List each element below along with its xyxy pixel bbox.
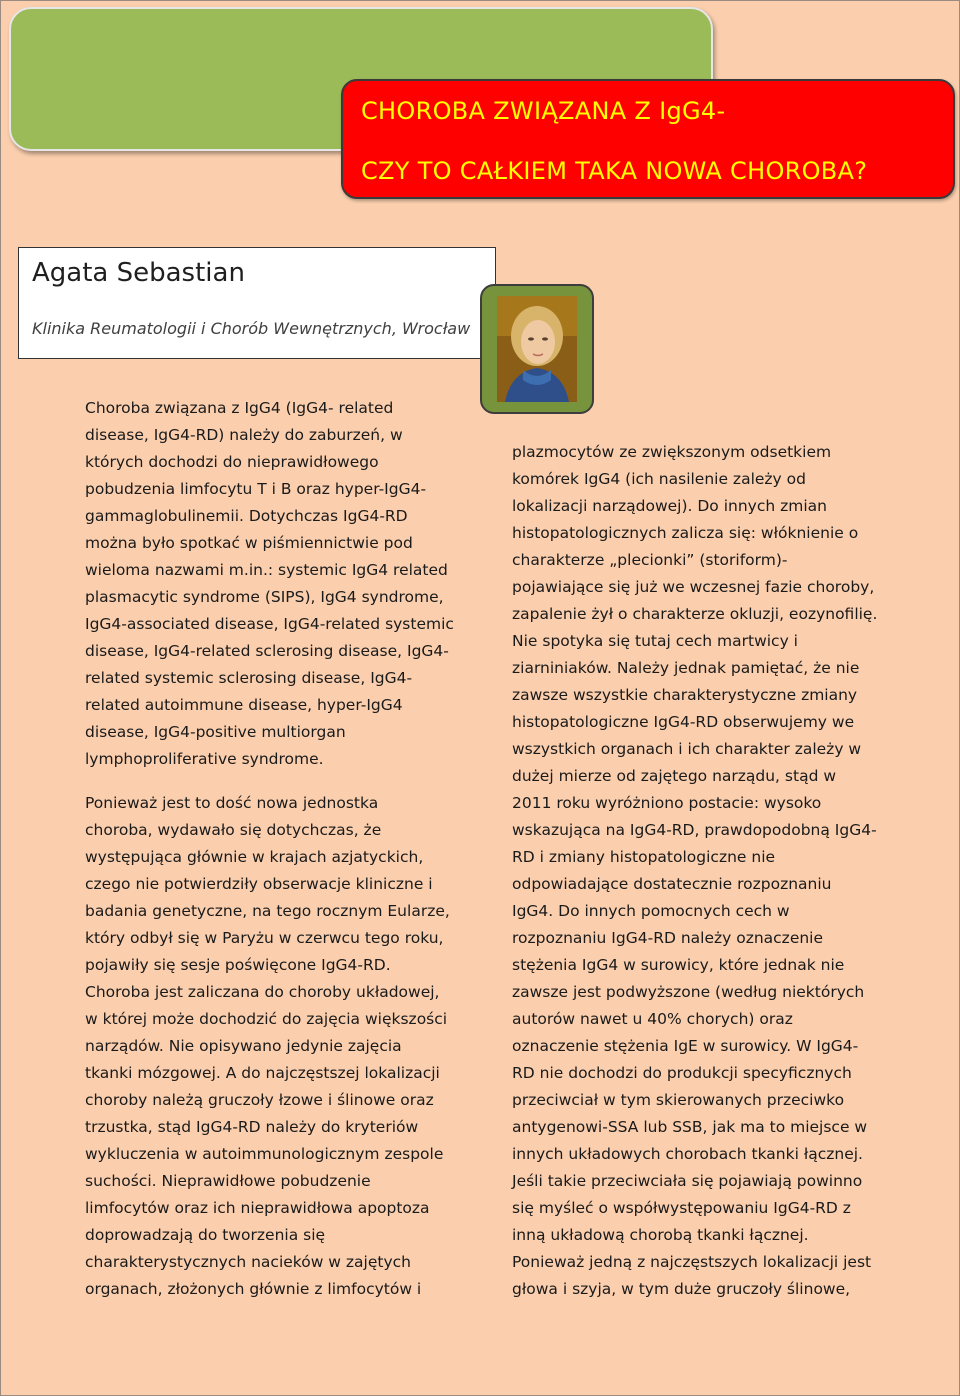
text-line: pojawiające się już we wczesnej fazie choroby,: [512, 578, 875, 596]
text-line: oznaczenie stężenia IgE w surowicy. W IgG4-: [512, 1037, 859, 1055]
text-line: plazmocytów ze zwiększonym odsetkiem: [512, 443, 832, 461]
text-line: występująca głównie w krajach azjatyckich,: [85, 848, 424, 866]
text-line: Jeśli takie przeciwciała się pojawiają powinno: [512, 1172, 863, 1190]
text-line: trzustka, stąd IgG4-RD należy do kryteriów: [85, 1118, 419, 1136]
text-line: gammaglobulinemii. Dotychczas IgG4-RD: [85, 507, 408, 525]
text-line: czego nie potwierdziły obserwacje kliniczne i: [85, 875, 433, 893]
author-photo: [497, 296, 577, 402]
text-line: 2011 roku wyróżniono postacie: wysoko: [512, 794, 822, 812]
text-line: related systemic sclerosing disease, IgG4-: [85, 669, 413, 687]
text-line: dużej mierze od zajętego narządu, stąd w: [512, 767, 837, 785]
text-line: rozpoznaniu IgG4-RD należy oznaczenie: [512, 929, 824, 947]
author-affiliation: Klinika Reumatologii i Chorób Wewnętrznych, Wrocław: [32, 319, 471, 338]
portrait-image: [497, 296, 577, 402]
text-line: disease, IgG4-positive multiorgan: [85, 723, 346, 741]
text-line: choroba, wydawało się dotychczas, że: [85, 821, 382, 839]
text-line: RD i zmiany histopatologiczne nie: [512, 848, 776, 866]
text-line: tkanki mózgowej. A do najczęstszej lokalizacji: [85, 1064, 440, 1082]
title-line-1: CHOROBA ZWIĄZANA Z IgG4-: [361, 97, 726, 125]
left-paragraph-1: [85, 395, 454, 773]
text-line: lokalizacji narządowej). Do innych zmian: [512, 497, 827, 515]
text-line: Choroba związana z IgG4 (IgG4- related: [85, 399, 394, 417]
text-line: lymphoproliferative syndrome.: [85, 750, 324, 768]
text-line: histopatologicznych zalicza się: włóknienie o: [512, 524, 859, 542]
title-box: [341, 79, 955, 199]
text-line: Nie spotyka się tutaj cech martwicy i: [512, 632, 798, 650]
text-line: IgG4. Do innych pomocnych cech w: [512, 902, 790, 920]
text-line: organach, złożonych głównie z limfocytów i: [85, 1280, 422, 1298]
text-line: RD nie dochodzi do produkcji specyficznych: [512, 1064, 852, 1082]
text-line: disease, IgG4-related sclerosing disease, IgG4-: [85, 642, 449, 660]
text-line: wykluczenia w autoimmunologicznym zespole: [85, 1145, 444, 1163]
text-line: pobudzenia limfocytu T i B oraz hyper-IgG4-: [85, 480, 427, 498]
text-line: stężenia IgG4 w surowicy, które jednak nie: [512, 956, 845, 974]
text-line: suchości. Nieprawidłowe pobudzenie: [85, 1172, 371, 1190]
text-line: zawsze wszystkie charakterystyczne zmiany: [512, 686, 858, 704]
text-line: można było spotkać w piśmiennictwie pod: [85, 534, 413, 552]
text-line: który odbył się w Paryżu w czerwcu tego roku,: [85, 929, 444, 947]
text-line: charakterystycznych nacieków w zajętych: [85, 1253, 411, 1271]
text-line: w której może dochodzić do zajęcia większości: [85, 1010, 448, 1028]
text-line: related autoimmune disease, hyper-IgG4: [85, 696, 403, 714]
author-photo-frame: [480, 284, 594, 414]
text-line: choroby należą gruczoły łzowe i ślinowe oraz: [85, 1091, 434, 1109]
text-line: głowa i szyja, w tym duże gruczoły ślinowe,: [512, 1280, 851, 1298]
text-line: doprowadzają do tworzenia się: [85, 1226, 326, 1244]
text-line: charakterze „plecionki” (storiform)-: [512, 551, 788, 569]
text-line: zapalenie żył o charakterze okluzji, eozynofilię.: [512, 605, 878, 623]
text-line: się myśleć o współwystępowaniu IgG4-RD z: [512, 1199, 851, 1217]
text-line: innych układowych chorobach tkanki łącznej.: [512, 1145, 863, 1163]
text-line: narządów. Nie opisywano jedynie zajęcia: [85, 1037, 402, 1055]
text-line: autorów nawet u 40% chorych) oraz: [512, 1010, 793, 1028]
author-name: Agata Sebastian: [32, 258, 245, 288]
text-line: plasmacytic syndrome (SIPS), IgG4 syndrome,: [85, 588, 444, 606]
right-column-text: [512, 439, 877, 1303]
text-line: wszystkich organach i ich charakter zależy w: [512, 740, 862, 758]
text-line: antygenowi-SSA lub SSB, jak ma to miejsce w: [512, 1118, 868, 1136]
text-line: Ponieważ jest to dość nowa jednostka: [85, 794, 379, 812]
text-line: wieloma nazwami m.in.: systemic IgG4 related: [85, 561, 448, 579]
text-line: których dochodzi do nieprawidłowego: [85, 453, 379, 471]
text-line: zawsze jest podwyższone (według niektórych: [512, 983, 865, 1001]
text-line: limfocytów oraz ich nieprawidłowa apoptoza: [85, 1199, 430, 1217]
text-line: wskazująca na IgG4-RD, prawdopodobną IgG4-: [512, 821, 877, 839]
text-line: pojawiły się sesje poświęcone IgG4-RD.: [85, 956, 391, 974]
text-line: histopatologiczne IgG4-RD obserwujemy we: [512, 713, 855, 731]
text-line: ziarniniaków. Należy jednak pamiętać, że nie: [512, 659, 860, 677]
text-line: inną układową chorobą tkanki łącznej.: [512, 1226, 809, 1244]
author-box: [18, 247, 496, 359]
left-paragraph-2: [85, 790, 450, 1303]
title-line-2: CZY TO CAŁKIEM TAKA NOWA CHOROBA?: [361, 157, 868, 185]
text-line: Ponieważ jedną z najczęstszych lokalizacji jest: [512, 1253, 872, 1271]
text-line: przeciwciał w tym skierowanych przeciwko: [512, 1091, 845, 1109]
text-line: komórek IgG4 (ich nasilenie zależy od: [512, 470, 806, 488]
text-line: disease, IgG4-RD) należy do zaburzeń, w: [85, 426, 403, 444]
text-line: Choroba jest zaliczana do choroby układowej,: [85, 983, 440, 1001]
text-line: odpowiadające dostatecznie rozpoznaniu: [512, 875, 832, 893]
text-line: badania genetyczne, na tego rocznym Eularze,: [85, 902, 450, 920]
text-line: IgG4-associated disease, IgG4-related systemic: [85, 615, 454, 633]
